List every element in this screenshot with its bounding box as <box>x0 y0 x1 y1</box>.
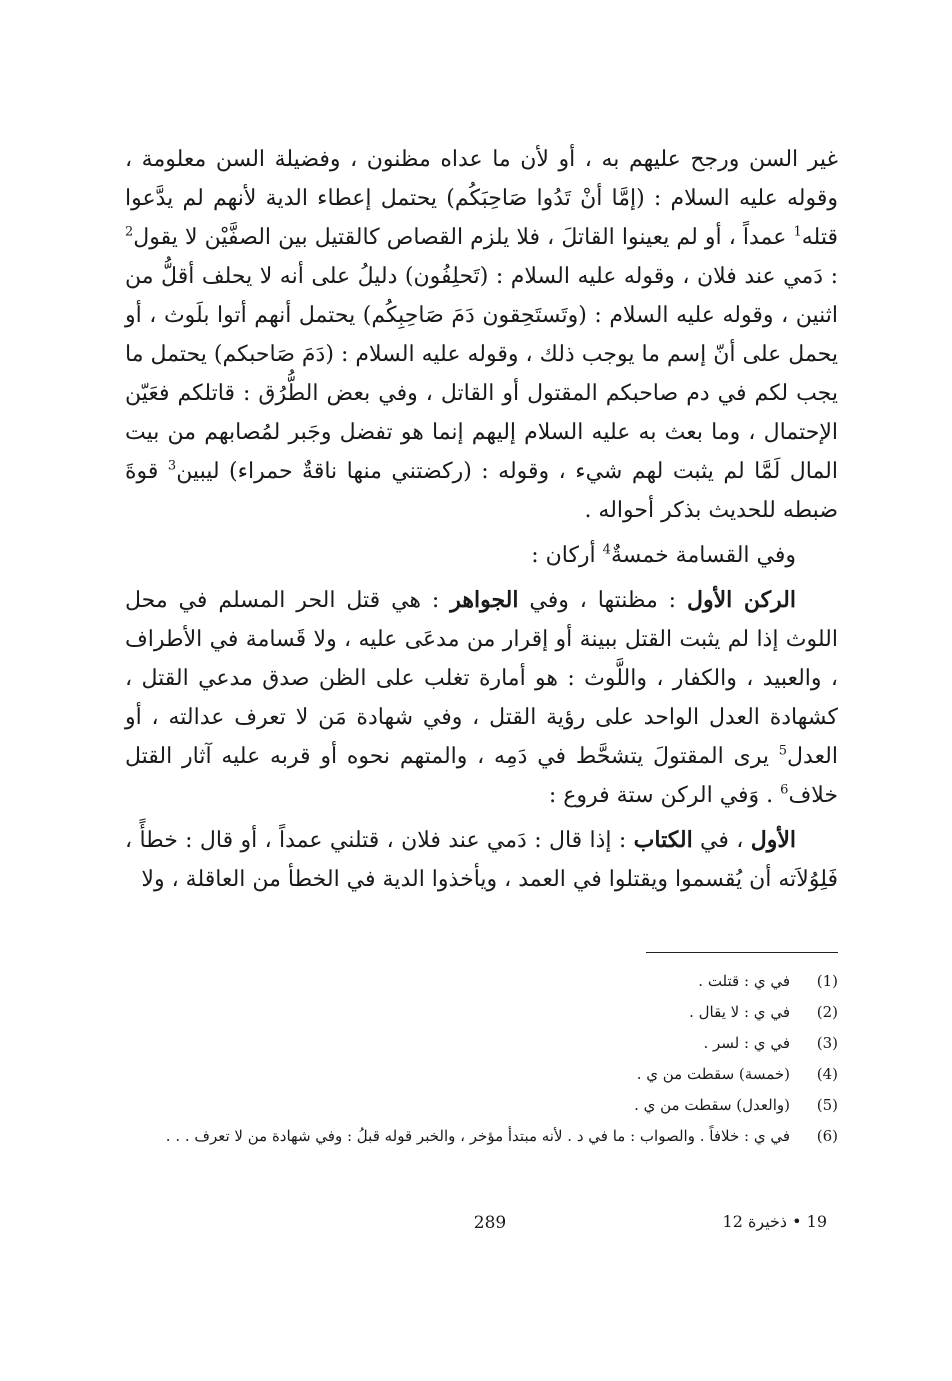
footnote-ref: 6 <box>780 782 789 798</box>
text-run: يرى المقتولَ يتشحَّط في دَمِه ، والمتهم نحوه أو قربه عليه آثار القتل خلاف <box>125 744 838 808</box>
text-run: وفي القسامة خمسةٌ <box>610 543 796 568</box>
text-run: : هي قتل الحر المسلم في محل اللوث إذا لم يثبت القتل ببينة أو إقرار من مدعَى عليه ، ولا قَسامة في الأطراف ، والعبيد ، والكفار ، واللَّوث : هو أمارة تغلب على الظن صدق مدعي القتل ، كشهادة العدل الواحد على رؤية القتل ، وفي شهادة مَن لا تعرف عدالته ، أو العدل <box>125 588 838 769</box>
text-run: أركان : <box>531 543 603 568</box>
text-run: قوةَ ضبطه للحديث بذكر أحواله . <box>125 459 838 523</box>
footnote-number: (4) <box>816 1065 838 1083</box>
footnote-text: (خمسة) سقطت من ي . <box>636 1065 790 1083</box>
footnote-text: في ي : قتلت . <box>698 972 790 990</box>
text-run: غير السن ورجح عليهم به ، أو لأن ما عداه مظنون ، وفضيلة السن معلومة ، وقوله عليه السلام : (إمَّا أنْ تَدُوا صَاحِبَكُم) يحتمل إعطاء الدية لأنهم لم يدَّعوا قتله <box>125 147 838 250</box>
footnote-item <box>150 966 838 997</box>
footnote-text: (والعدل) سقطت من ي . <box>634 1096 790 1114</box>
bold-term: الأول <box>750 827 796 853</box>
footnote-number: (3) <box>816 1034 838 1052</box>
bold-term: الكتاب <box>633 827 693 853</box>
footnote-number: (5) <box>816 1096 838 1114</box>
bold-term: الجواهر <box>450 587 519 613</box>
main-text <box>125 140 838 899</box>
footnote-number: (6) <box>816 1127 838 1145</box>
footnote-ref: 5 <box>778 743 788 759</box>
footnote-ref: 4 <box>602 542 611 558</box>
footnote-text: في ي : خلافاً . والصواب : ما في د . لأنه مبتدأ مؤخر ، والخبر قوله قبلُ : وفي شهادة من لا تعرف . . . <box>165 1127 790 1145</box>
footnote-ref: 1 <box>793 224 802 240</box>
body-paragraph <box>125 821 838 899</box>
footnote-number: (2) <box>816 1003 838 1021</box>
footnote-item <box>150 1121 838 1152</box>
bold-term: الركن الأول <box>686 587 796 613</box>
footnote-item <box>150 1059 838 1090</box>
page-number: 289 <box>473 1213 507 1233</box>
footnote-item <box>150 997 838 1028</box>
footnote-item <box>150 1090 838 1121</box>
text-run: : مظنتها ، وفي <box>518 588 687 613</box>
footnotes <box>150 966 838 1152</box>
text-run: ، في <box>692 828 751 853</box>
footnote-text: في ي : لسر . <box>703 1034 790 1052</box>
body-paragraph <box>125 536 838 575</box>
footnote-ref: 3 <box>167 458 177 474</box>
footnote-separator <box>646 952 838 953</box>
text-run: : دَمي عند فلان ، وقوله عليه السلام : (تَحلِفُون) دليلُ على أنه لا يحلف أقلُّ من اثنين ، وقوله عليه السلام : (وتَستَحِقون دَمَ صَاحِبِكُم) يحتمل أنهم أتوا بلَوث ، أو يحمل على أنّ إسم ما يوجب ذلك ، وقوله عليه السلام : (دَمَ صَاحبكم) يحتمل ما يجب لكم في دم صاحبكم المقتول أو القاتل ، وفي بعض الطُّرُق : قاتلكم فعَيّن الإحتمال ، وما بعث به عليه السلام إليهم إنما هو تفضل وجَبر لمُصابهم من بيت المال لَمَّا لم يثبت لهم شيء ، وقوله : (ركضتني منها ناقةٌ حمراء) ليبين <box>125 264 838 484</box>
footnote-item <box>150 1028 838 1059</box>
footnote-number: (1) <box>816 972 838 990</box>
footnote-ref: 2 <box>125 224 134 240</box>
body-paragraph <box>125 581 838 815</box>
text-run: : إذا قال : دَمي عند فلان ، قتلني عمداً ، أو قال : خطأً ، فَلِوُلاَته أن يُقسموا ويقتلوا في العمد ، ويأخذوا الدية في الخطأ من العاقلة ، ولا <box>125 828 838 892</box>
text-run: عمداً ، أو لم يعينوا القاتلَ ، فلا يلزم القصاص كالقتيل بين الصفَّيْن لا يقول <box>133 225 794 250</box>
printer-signature: 19 • ذخيرة 12 <box>722 1212 827 1231</box>
footnote-text: في ي : لا يقال . <box>689 1003 790 1021</box>
body-paragraph <box>125 140 838 530</box>
text-run: . وَفي الركن ستة فروع : <box>548 783 781 808</box>
